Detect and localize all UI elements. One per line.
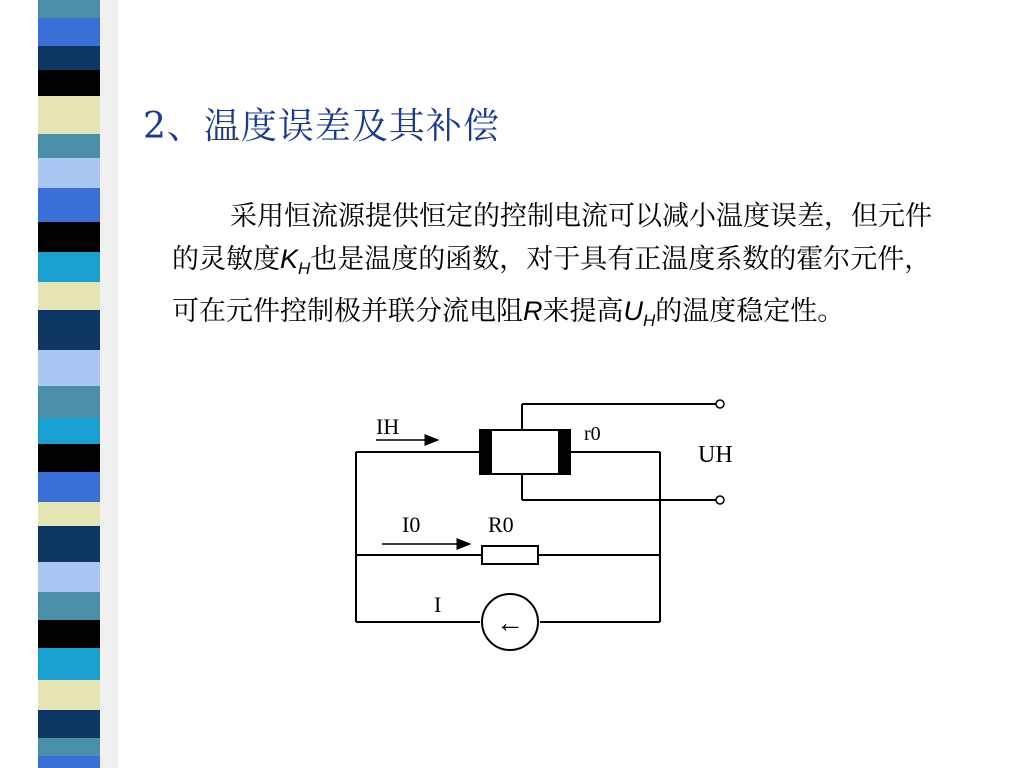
paragraph-text-1: 采用恒流源提供恒定的控制电流可以减小温度误差，但元件的灵敏度 bbox=[172, 201, 932, 275]
stripe-block bbox=[38, 96, 100, 134]
stripe-block bbox=[38, 134, 100, 158]
current-source bbox=[482, 594, 538, 650]
stripe-block bbox=[38, 188, 100, 222]
stripe-block bbox=[38, 526, 100, 562]
stripe-block bbox=[38, 710, 100, 738]
label-uh: UH bbox=[698, 442, 733, 468]
slide-paragraph bbox=[172, 196, 932, 342]
subscript-h: H bbox=[298, 259, 311, 278]
stripe-block bbox=[38, 252, 100, 282]
stripe-block bbox=[38, 502, 100, 526]
stripe-block bbox=[38, 648, 100, 680]
stripe-block bbox=[38, 158, 100, 188]
stripe-block bbox=[38, 620, 100, 648]
label-r0: R0 bbox=[488, 512, 514, 537]
stripe-block bbox=[38, 756, 100, 768]
stripe-block bbox=[38, 70, 100, 96]
stripe-block bbox=[38, 350, 100, 386]
stripe-block bbox=[38, 310, 100, 350]
stripe-block bbox=[38, 562, 100, 592]
label-r0-small: r0 bbox=[584, 423, 601, 445]
stripe-block bbox=[38, 386, 100, 418]
stripe-block bbox=[38, 46, 100, 70]
stripe-block bbox=[38, 18, 100, 46]
symbol-r: R bbox=[523, 296, 543, 326]
paragraph-text-3: 来提高 bbox=[542, 296, 624, 327]
paragraph-text-4: 的温度稳定性。 bbox=[655, 296, 845, 327]
stripe-block bbox=[38, 472, 100, 502]
stripe-block bbox=[38, 680, 100, 710]
source-arrow-icon: ← bbox=[496, 608, 524, 639]
label-ih: IH bbox=[376, 414, 400, 439]
slide-title: 2、温度误差及其补偿 bbox=[143, 106, 500, 147]
stripe-block bbox=[38, 738, 100, 756]
stripe-block bbox=[38, 222, 100, 252]
resistor-r0 bbox=[482, 546, 538, 564]
stripe-shadow bbox=[100, 0, 118, 768]
stripe-block bbox=[38, 418, 100, 444]
stripe-block bbox=[38, 282, 100, 310]
subscript-h-2: H bbox=[643, 311, 656, 330]
symbol-u: U bbox=[623, 296, 643, 326]
stripe-block bbox=[38, 0, 100, 18]
hall-element bbox=[480, 430, 570, 474]
decorative-stripe bbox=[0, 0, 120, 768]
hall-compensation-circuit bbox=[340, 392, 760, 662]
stripe-block bbox=[38, 444, 100, 472]
paragraph-text-2: 也是温度的函数，对于具有正温度系数的霍尔元件，可在元件控制极并联分流电阻 bbox=[172, 244, 932, 327]
label-i: I bbox=[434, 592, 442, 617]
label-i0: I0 bbox=[402, 512, 421, 537]
stripe-block bbox=[38, 592, 100, 620]
symbol-k: K bbox=[280, 244, 299, 274]
